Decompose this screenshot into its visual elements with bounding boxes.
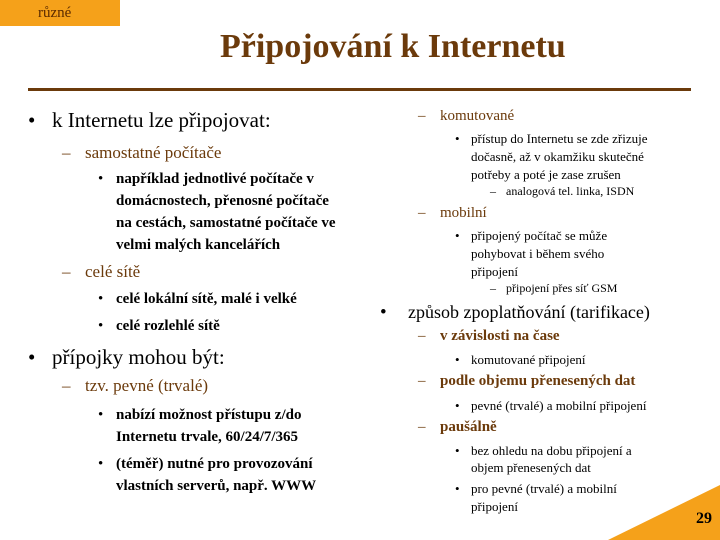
detail-fixed-1a: nabízí možnost přístupu z/do	[116, 407, 302, 423]
bullet-icon: •	[98, 291, 104, 307]
sub-fixed: tzv. pevné (trvalé)	[85, 376, 209, 395]
bullet-charging: způsob zpoplatňování (tarifikace)	[408, 302, 650, 322]
detail-switched-2: dočasně, až v okamžiku skutečné	[471, 149, 644, 164]
bullet-icon: •	[455, 228, 460, 243]
bullet-icon: •	[455, 443, 460, 458]
dash-icon: –	[418, 328, 426, 344]
sub-switched: komutované	[440, 108, 515, 124]
dash-icon: –	[62, 376, 71, 395]
sub-mobile: mobilní	[440, 205, 487, 221]
dash-icon: –	[62, 262, 71, 281]
detail-fixed-2b: vlastních serverů, např. WWW	[116, 478, 317, 494]
dash-icon: –	[418, 108, 426, 124]
bullet-icon: •	[98, 171, 104, 187]
bullet-icon: •	[380, 302, 387, 323]
detail-volume: pevné (trvalé) a mobilní připojení	[471, 398, 647, 413]
detail-mobile-1: připojený počítač se může	[471, 228, 608, 243]
example-mobile: připojení přes síť GSM	[506, 281, 618, 295]
section-tag-label: různé	[38, 5, 72, 21]
sub-flat: paušálně	[440, 419, 497, 435]
bullet-icon: •	[455, 398, 460, 413]
bullet-icon: •	[98, 456, 104, 472]
dash-icon: –	[418, 419, 426, 435]
bullet-icon: •	[455, 131, 460, 146]
section-tag	[0, 0, 120, 26]
detail-networks-2: celé rozlehlé sítě	[116, 318, 220, 334]
detail-networks-1: celé lokální sítě, malé i velké	[116, 291, 297, 307]
bullet-icon: •	[98, 407, 104, 423]
detail-switched-3: potřeby a poté je zase zrušen	[471, 167, 621, 182]
detail-flat-1b: objem přenesených dat	[471, 460, 591, 475]
dash-icon: –	[62, 143, 71, 162]
bullet-connect: k Internetu lze připojovat:	[52, 108, 271, 132]
detail-mobile-2: pohybovat i během svého	[471, 246, 605, 261]
bullet-icon: •	[455, 481, 460, 496]
detail-time: komutované připojení	[471, 352, 586, 367]
detail-standalone-2: domácnostech, přenosné počítače	[116, 193, 329, 209]
bullet-icon: •	[28, 108, 36, 132]
detail-standalone-1: například jednotlivé počítače v	[116, 171, 314, 187]
detail-standalone-3: na cestách, samostatné počítače ve	[116, 215, 336, 231]
detail-switched-1: přístup do Internetu se zde zřizuje	[471, 131, 648, 146]
bullet-icon: •	[455, 352, 460, 367]
detail-flat-1a: bez ohledu na dobu připojení a	[471, 443, 632, 458]
title-underline	[28, 88, 691, 91]
detail-fixed-1b: Internetu trvale, 60/24/7/365	[116, 429, 299, 445]
bullet-icon: •	[28, 345, 36, 369]
bullet-connections: přípojky mohou být:	[52, 345, 225, 369]
dash-icon: –	[418, 373, 426, 389]
sub-volume: podle objemu přenesených dat	[440, 373, 636, 389]
sub-networks: celé sítě	[85, 262, 141, 281]
detail-fixed-2a: (téměř) nutné pro provozování	[116, 456, 313, 472]
sub-time: v závislosti na čase	[440, 328, 560, 344]
dash-icon: –	[490, 281, 496, 295]
example-switched: analogová tel. linka, ISDN	[506, 184, 635, 198]
detail-mobile-3: připojení	[471, 264, 518, 279]
sub-standalone: samostatné počítače	[85, 143, 222, 162]
page-number: 29	[696, 510, 712, 527]
bullet-icon: •	[98, 318, 104, 334]
slide-title: Připojování k Internetu	[220, 28, 566, 65]
detail-flat-2b: připojení	[471, 499, 518, 514]
detail-flat-2a: pro pevné (trvalé) a mobilní	[471, 481, 617, 496]
dash-icon: –	[418, 205, 426, 221]
detail-standalone-4: velmi malých kancelářích	[116, 237, 281, 253]
dash-icon: –	[490, 184, 496, 198]
